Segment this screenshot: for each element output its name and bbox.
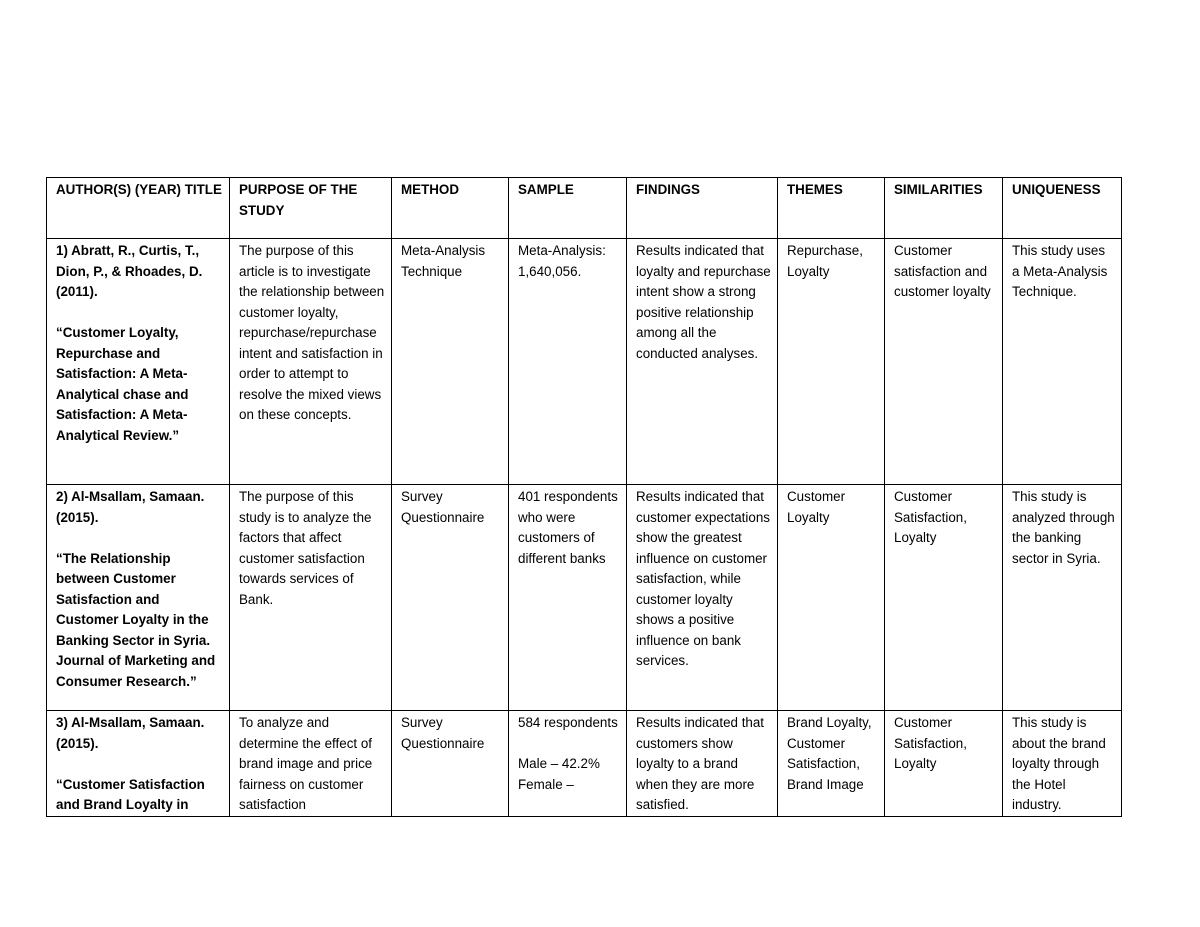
findings-cell: Results indicated that customers show loyalty to a brand when they are more satisfied.	[627, 711, 778, 817]
sample-line: 584 respondents	[518, 715, 618, 730]
findings-cell: Results indicated that loyalty and repurchase intent show a strong positive relationship among all the conducted analyses.	[627, 239, 778, 485]
study-title: “Customer Loyalty, Repurchase and Satisfaction: A Meta-Analytical chase and Satisfaction: A Meta-Analytical Review.”	[56, 325, 189, 443]
author-citation: 3) Al-Msallam, Samaan. (2015).	[56, 715, 205, 751]
author-citation: 1) Abratt, R., Curtis, T., Dion, P., & Rhoades, D. (2011).	[56, 243, 203, 299]
author-citation: 2) Al-Msallam, Samaan. (2015).	[56, 489, 205, 525]
purpose-cell: The purpose of this article is to investigate the relationship between customer loyalty, repurchase/repurchase intent and satisfaction in order to attempt to resolve the mixed views on these concepts.	[230, 239, 392, 485]
header-themes: THEMES	[778, 178, 885, 239]
similarities-cell: Customer Satisfaction, Loyalty	[885, 711, 1003, 817]
sample-line: Male – 42.2%	[518, 756, 600, 771]
header-findings: FINDINGS	[627, 178, 778, 239]
study-title: “The Relationship between Customer Satisfaction and Customer Loyalty in the Banking Sector in Syria. Journal of Marketing and Consumer Research.”	[56, 550, 216, 689]
sample-cell	[509, 485, 627, 711]
themes-cell: Brand Loyalty, Customer Satisfaction, Brand Image	[778, 711, 885, 817]
purpose-cell: To analyze and determine the effect of brand image and price fairness on customer satisfaction	[230, 711, 392, 817]
table-row	[47, 239, 1122, 485]
header-sample: SAMPLE	[509, 178, 627, 239]
uniqueness-cell: This study uses a Meta-Analysis Technique.	[1003, 239, 1122, 485]
findings-cell: Results indicated that customer expectations show the greatest influence on customer satisfaction, while customer loyalty shows a positive influence on bank services.	[627, 485, 778, 711]
similarities-cell: Customer satisfaction and customer loyalty	[885, 239, 1003, 485]
header-row	[47, 178, 1122, 239]
sample-cell	[509, 711, 627, 817]
method-cell: Survey Questionnaire	[392, 711, 509, 817]
themes-cell: Customer Loyalty	[778, 485, 885, 711]
author-cell	[47, 485, 230, 711]
sample-line: 401 respondents who were customers of different banks	[518, 489, 618, 566]
table-row	[47, 711, 1122, 817]
header-purpose: PURPOSE OF THE STUDY	[230, 178, 392, 239]
sample-cell	[509, 239, 627, 485]
header-uniqueness: UNIQUENESS	[1003, 178, 1122, 239]
uniqueness-cell: This study is about the brand loyalty through the Hotel industry.	[1003, 711, 1122, 817]
literature-review-table	[46, 177, 1122, 817]
author-cell	[47, 239, 230, 485]
sample-line: Meta-Analysis: 1,640,056.	[518, 243, 606, 279]
method-cell: Meta-Analysis Technique	[392, 239, 509, 485]
sample-line: Female –	[518, 776, 574, 792]
table-row	[47, 485, 1122, 711]
study-title: “Customer Satisfaction and Brand Loyalty in	[56, 776, 205, 812]
purpose-cell: The purpose of this study is to analyze the factors that affect customer satisfaction towards services of Bank.	[230, 485, 392, 711]
uniqueness-cell: This study is analyzed through the banking sector in Syria.	[1003, 485, 1122, 711]
header-similarities: SIMILARITIES	[885, 178, 1003, 239]
method-cell: Survey Questionnaire	[392, 485, 509, 711]
similarities-cell: Customer Satisfaction, Loyalty	[885, 485, 1003, 711]
header-author-year-title: AUTHOR(S) (YEAR) TITLE	[47, 178, 230, 239]
themes-cell: Repurchase, Loyalty	[778, 239, 885, 485]
sample-spacer	[518, 734, 620, 755]
header-method: METHOD	[392, 178, 509, 239]
author-cell	[47, 711, 230, 817]
